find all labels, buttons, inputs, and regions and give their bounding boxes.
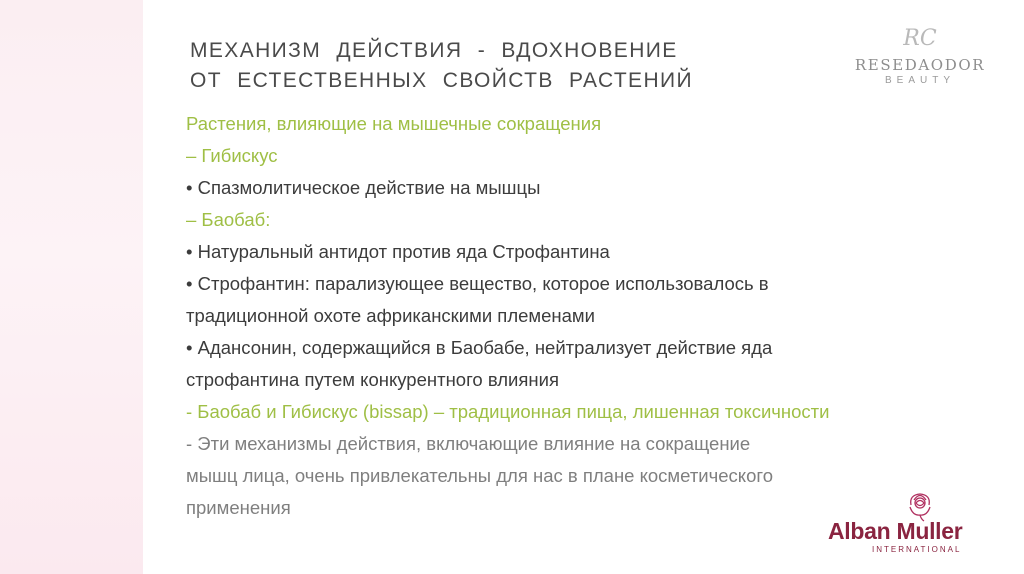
bullet-item: • Строфантин: парализующее вещество, которое использовалось в xyxy=(186,273,769,294)
logo-brand-name: RESEDAODOR xyxy=(854,56,986,74)
conclusion-text-continuation: применения xyxy=(186,497,291,518)
slide-body xyxy=(186,108,946,524)
highlight-note: - Баобаб и Гибискус (bissap) – традиционная пища, лишенная токсичности xyxy=(186,401,830,422)
decorative-side-band xyxy=(0,0,143,574)
rose-icon xyxy=(900,488,940,522)
alban-muller-logo xyxy=(828,488,1004,556)
bullet-item: • Адансонин, содержащийся в Баобабе, нейтрализует действие яда xyxy=(186,337,773,358)
title-line-2: ОТ ЕСТЕСТВЕННЫХ СВОЙСТВ РАСТЕНИЙ xyxy=(190,69,694,92)
plant-baobab: – Баобаб: xyxy=(186,209,271,230)
slide-title xyxy=(190,36,693,96)
bullet-item: • Спазмолитическое действие на мышцы xyxy=(186,177,541,198)
bullet-item-continuation: традиционной охоте африканскими племенами xyxy=(186,305,595,326)
logo-brand-sub: BEAUTY xyxy=(884,75,955,86)
conclusion-text-continuation: мышц лица, очень привлекательны для нас в плане косметического xyxy=(186,465,774,486)
section-heading: Растения, влияющие на мышечные сокращения xyxy=(186,113,602,134)
conclusion-text: - Эти механизмы действия, включающие влияние на сокращение xyxy=(186,433,751,454)
brand-wordmark: Alban Muller xyxy=(828,518,963,544)
bullet-item: • Натуральный антидот против яда Строфантина xyxy=(186,241,610,262)
bullet-item-continuation: строфантина путем конкурентного влияния xyxy=(186,369,559,390)
brand-subtitle: INTERNATIONAL xyxy=(872,545,962,554)
plant-hibiscus: – Гибискус xyxy=(186,145,278,166)
resedaodor-logo xyxy=(840,22,1000,102)
logo-monogram: RC xyxy=(903,26,937,51)
title-line-1: МЕХАНИЗМ ДЕЙСТВИЯ - ВДОХНОВЕНИЕ xyxy=(190,39,678,62)
